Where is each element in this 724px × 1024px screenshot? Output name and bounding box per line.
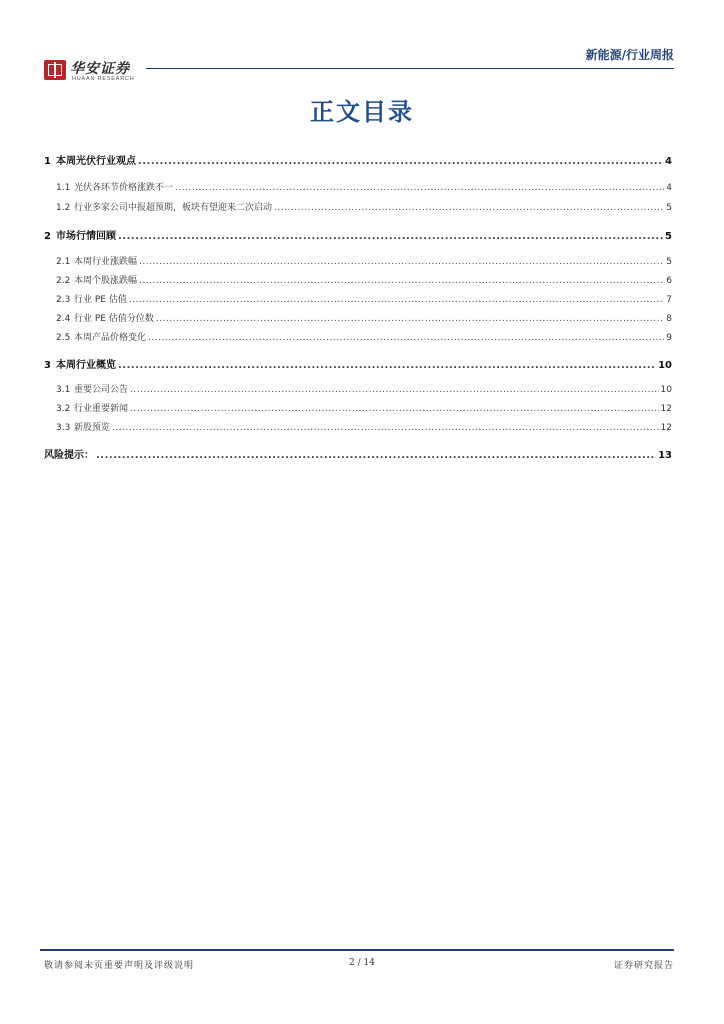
toc-number: 1: [44, 156, 51, 167]
toc-label: 行业重要新闻: [74, 404, 129, 414]
toc-leader: [175, 183, 664, 193]
toc-leader: [156, 314, 664, 324]
toc-page: 7: [666, 295, 672, 305]
toc-leader: [130, 404, 659, 414]
toc-leader: [96, 450, 656, 461]
toc-leader: [129, 295, 664, 305]
toc-page: 10: [658, 360, 672, 371]
toc-label: 重要公司公告: [74, 385, 129, 395]
toc-number: 2.4: [56, 314, 71, 324]
header-divider: [146, 68, 674, 69]
toc-entry-2-2[interactable]: [56, 273, 672, 286]
toc-entry-3[interactable]: [44, 356, 672, 371]
toc-entry-3-3[interactable]: [56, 420, 672, 433]
toc-label: 本周产品价格变化: [74, 333, 147, 343]
toc-page: 12: [660, 423, 672, 433]
toc-page: 6: [666, 276, 672, 286]
toc-page: 4: [666, 183, 672, 193]
toc-number: 2.2: [56, 276, 71, 286]
toc-label: 行业 PE 估值: [74, 295, 127, 305]
toc-label: 本周光伏行业观点: [56, 156, 136, 167]
toc-leader: [130, 385, 659, 395]
toc-leader: [118, 360, 656, 371]
logo-subtext: HUAAN RESEARCH: [72, 76, 135, 82]
page-number: 2 / 14: [349, 958, 375, 968]
toc-leader: [112, 423, 659, 433]
toc-entry-2[interactable]: [44, 227, 672, 242]
toc-label: 新股预览: [74, 423, 111, 433]
toc-leader: [274, 203, 664, 213]
toc-page: 9: [666, 333, 672, 343]
toc-number: 2.1: [56, 257, 71, 267]
toc-entry-3-2[interactable]: [56, 401, 672, 414]
toc-page: 5: [666, 257, 672, 267]
toc-entry-2-5[interactable]: [56, 330, 672, 343]
toc-entry-risk[interactable]: [44, 446, 672, 461]
toc-label: 风险提示：: [44, 450, 94, 461]
toc-number: 3.2: [56, 404, 71, 414]
toc-page: 12: [660, 404, 672, 414]
toc-number: 1.2: [56, 203, 71, 213]
page-title: 正文目录: [310, 98, 414, 126]
toc-page: 8: [666, 314, 672, 324]
toc-label: 光伏各环节价格涨跌不一: [74, 183, 174, 193]
toc-page: 13: [658, 450, 672, 461]
toc-entry-2-3[interactable]: [56, 292, 672, 305]
toc-label: 本周个股涨跌幅: [74, 276, 138, 286]
page-header: [0, 0, 724, 80]
toc-entry-2-1[interactable]: [56, 254, 672, 267]
toc-entry-3-1[interactable]: [56, 382, 672, 395]
toc-label: 本周行业概览: [56, 360, 116, 371]
toc-page: 5: [665, 231, 672, 242]
toc-entry-1-2[interactable]: [56, 200, 672, 213]
toc-number: 3: [44, 360, 51, 371]
toc-label: 本周行业涨跌幅: [74, 257, 138, 267]
toc-number: 2.3: [56, 295, 71, 305]
toc-page: 5: [666, 203, 672, 213]
toc-entry-2-4[interactable]: [56, 311, 672, 324]
toc-entry-1[interactable]: [44, 152, 672, 167]
toc-leader: [139, 276, 664, 286]
report-type: 证券研究报告: [613, 961, 674, 971]
disclaimer-note: 敬请参阅末页重要声明及评级说明: [44, 961, 195, 971]
report-category: 新能源/行业周报: [585, 48, 674, 62]
toc-entry-1-1[interactable]: [56, 180, 672, 193]
toc-number: 2: [44, 231, 51, 242]
toc-label: 行业多家公司中报超预期，板块有望迎来二次启动: [74, 203, 273, 213]
toc-number: 2.5: [56, 333, 71, 343]
toc-leader: [118, 231, 663, 242]
toc-page: 4: [665, 156, 672, 167]
toc-number: 3.1: [56, 385, 71, 395]
toc-leader: [148, 333, 664, 343]
huaan-logo-icon: [44, 60, 66, 80]
toc-number: 3.3: [56, 423, 71, 433]
logo-text: 华安证券: [70, 61, 130, 77]
toc-number: 1.1: [56, 183, 71, 193]
toc-leader: [138, 156, 663, 167]
toc-label: 市场行情回顾: [56, 231, 116, 242]
footer-divider: [40, 949, 674, 951]
toc-leader: [139, 257, 664, 267]
toc-label: 行业 PE 估值分位数: [74, 314, 154, 324]
toc-page: 10: [660, 385, 672, 395]
